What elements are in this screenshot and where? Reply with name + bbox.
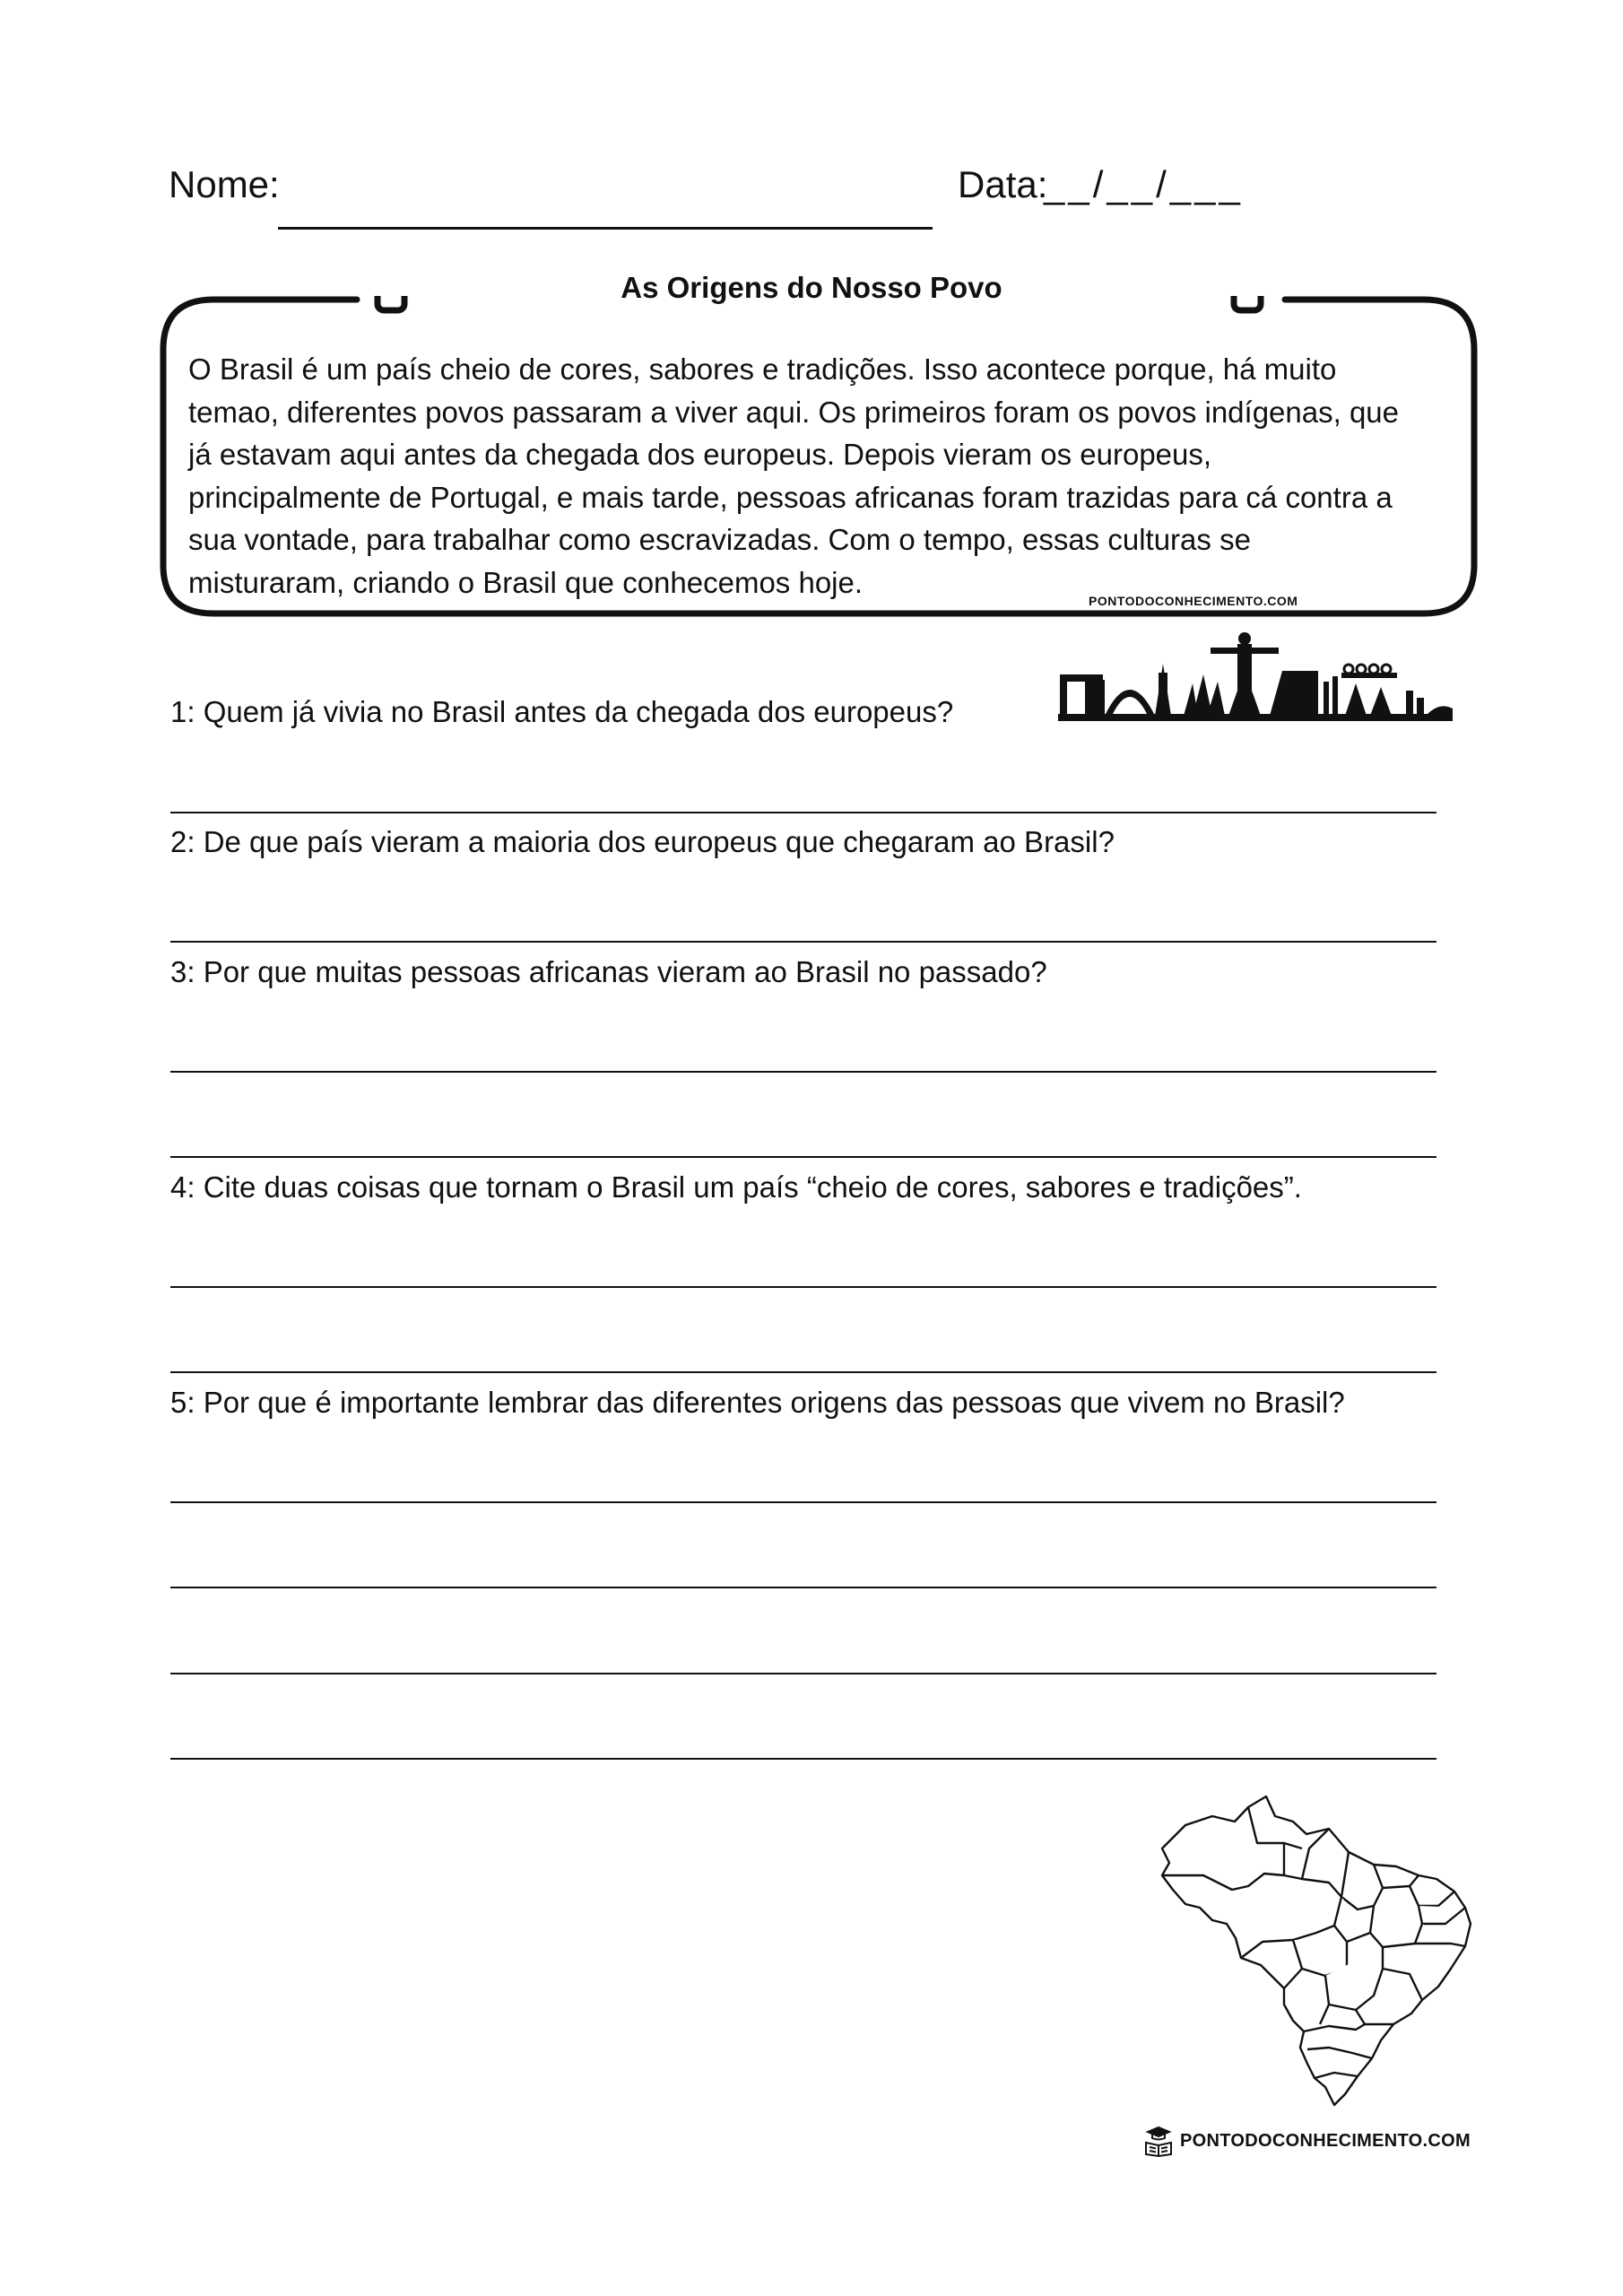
brazil-states-map-icon (1150, 1789, 1481, 2112)
answer-line[interactable] (170, 1371, 1436, 1373)
question-1: 1: Quem já vivia no Brasil antes da chegada dos europeus? (170, 695, 954, 728)
intro-line: temao, diferentes povos passaram a viver aqui. Os primeiros foram os povos indígenas, que (188, 395, 1400, 429)
date-field[interactable]: __/__/___ (1044, 163, 1244, 205)
question-4: 4: Cite duas coisas que tornam o Brasil um país “cheio de cores, sabores e tradições”. (170, 1170, 1302, 1204)
answer-line[interactable] (170, 1587, 1436, 1588)
footer-brand-text: PONTODOCONHECIMENTO.COM (1180, 2130, 1471, 2151)
name-label: Nome: (169, 163, 280, 205)
question-3: 3: Por que muitas pessoas africanas vieram ao Brasil no passado? (170, 955, 1047, 988)
intro-line: já estavam aqui antes da chegada dos europeus. Depois vieram os europeus, (188, 438, 1212, 471)
box-watermark: PONTODOCONHECIMENTO.COM (1089, 594, 1298, 608)
date-label: Data: (958, 163, 1048, 205)
question-5: 5: Por que é importante lembrar das diferentes origens das pessoas que vivem no Brasil? (170, 1386, 1345, 1419)
answer-line[interactable] (170, 812, 1436, 813)
answer-line[interactable] (170, 1071, 1436, 1073)
intro-line: O Brasil é um país cheio de cores, sabores e tradições. Isso acontece porque, há muito (188, 352, 1337, 386)
worksheet-title: As Origens do Nosso Povo (621, 271, 1002, 304)
answer-line[interactable] (170, 1286, 1436, 1288)
intro-line: misturaram, criando o Brasil que conhecemos hoje. (188, 565, 864, 599)
answer-line[interactable] (170, 1501, 1436, 1503)
graduation-book-logo-icon (1142, 2125, 1175, 2157)
answer-line[interactable] (170, 1156, 1436, 1158)
question-2: 2: De que país vieram a maioria dos europeus que chegaram ao Brasil? (170, 825, 1115, 858)
answer-line[interactable] (170, 941, 1436, 943)
brazil-landmarks-skyline-icon (1058, 628, 1453, 726)
intro-line: principalmente de Portugal, e mais tarde, pessoas africanas foram trazidas para cá contra a (188, 480, 1393, 514)
intro-paragraph (188, 348, 1453, 604)
footer-brand (1142, 2123, 1471, 2159)
answer-line[interactable] (170, 1673, 1436, 1674)
intro-line: sua vontade, para trabalhar como escravizadas. Com o tempo, essas culturas se (188, 523, 1251, 556)
name-field[interactable] (278, 227, 933, 230)
answer-line[interactable] (170, 1758, 1436, 1760)
